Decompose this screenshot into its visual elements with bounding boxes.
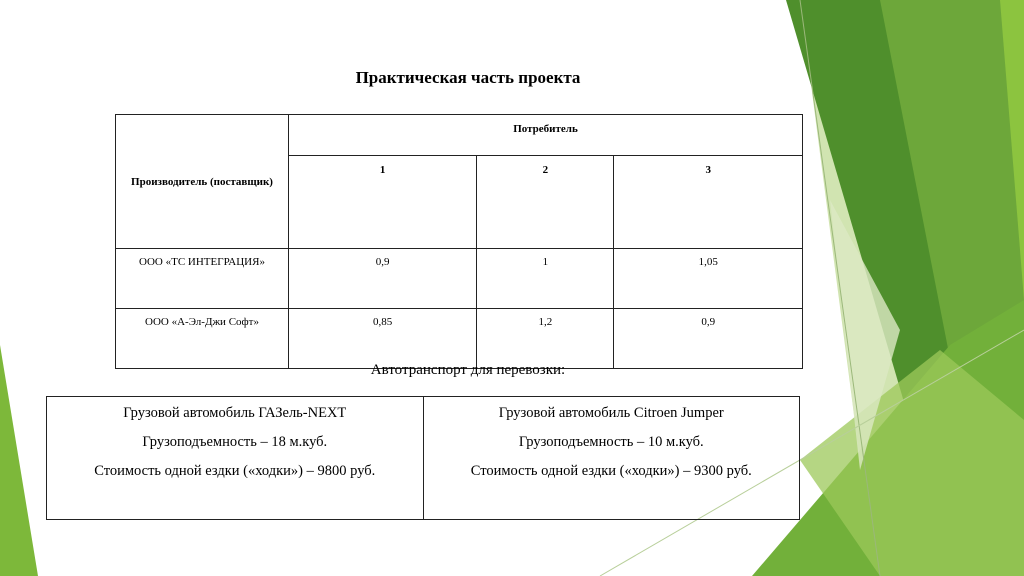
vehicle-capacity: Грузоподъемность – 18 м.куб. xyxy=(142,434,328,450)
slide-title: Практическая часть проекта xyxy=(355,68,581,87)
price-table xyxy=(115,114,803,369)
table-row xyxy=(116,309,803,369)
consumer-header: Потребитель xyxy=(289,115,803,156)
left-green-shape xyxy=(0,345,38,576)
producer-name: ООО «А-Эл-Джи Софт» xyxy=(116,309,289,369)
consumer-1-header: 1 xyxy=(289,156,477,249)
consumer-2-header: 2 xyxy=(477,156,614,249)
vehicle-cell-gazel xyxy=(47,397,424,520)
producer-name: ООО «ТС ИНТЕГРАЦИЯ» xyxy=(116,249,289,309)
vehicle-cell-citroen xyxy=(423,397,800,520)
vehicle-name: Грузовой автомобиль ГАЗель-NEXT xyxy=(123,405,347,421)
price-cell: 1,2 xyxy=(477,309,614,369)
vehicle-name: Грузовой автомобиль Citroen Jumper xyxy=(498,405,724,421)
price-table-header-row xyxy=(116,115,803,156)
price-cell: 1 xyxy=(477,249,614,309)
table-row xyxy=(116,249,803,309)
vehicle-cost: Стоимость одной ездки («ходки») – 9300 руб. xyxy=(470,463,752,479)
vehicle-capacity: Грузоподъемность – 10 м.куб. xyxy=(518,434,704,450)
transport-table xyxy=(46,396,800,520)
price-cell: 1,05 xyxy=(614,249,803,309)
price-cell: 0,85 xyxy=(289,309,477,369)
vehicle-cost: Стоимость одной ездки («ходки») – 9800 руб. xyxy=(94,463,376,479)
consumer-3-header: 3 xyxy=(614,156,803,249)
producer-header: Производитель (поставщик) xyxy=(116,115,289,249)
price-cell: 0,9 xyxy=(289,249,477,309)
transport-row xyxy=(47,397,800,520)
transport-title: Автотранспорт для перевозки: xyxy=(370,362,566,378)
price-cell: 0,9 xyxy=(614,309,803,369)
